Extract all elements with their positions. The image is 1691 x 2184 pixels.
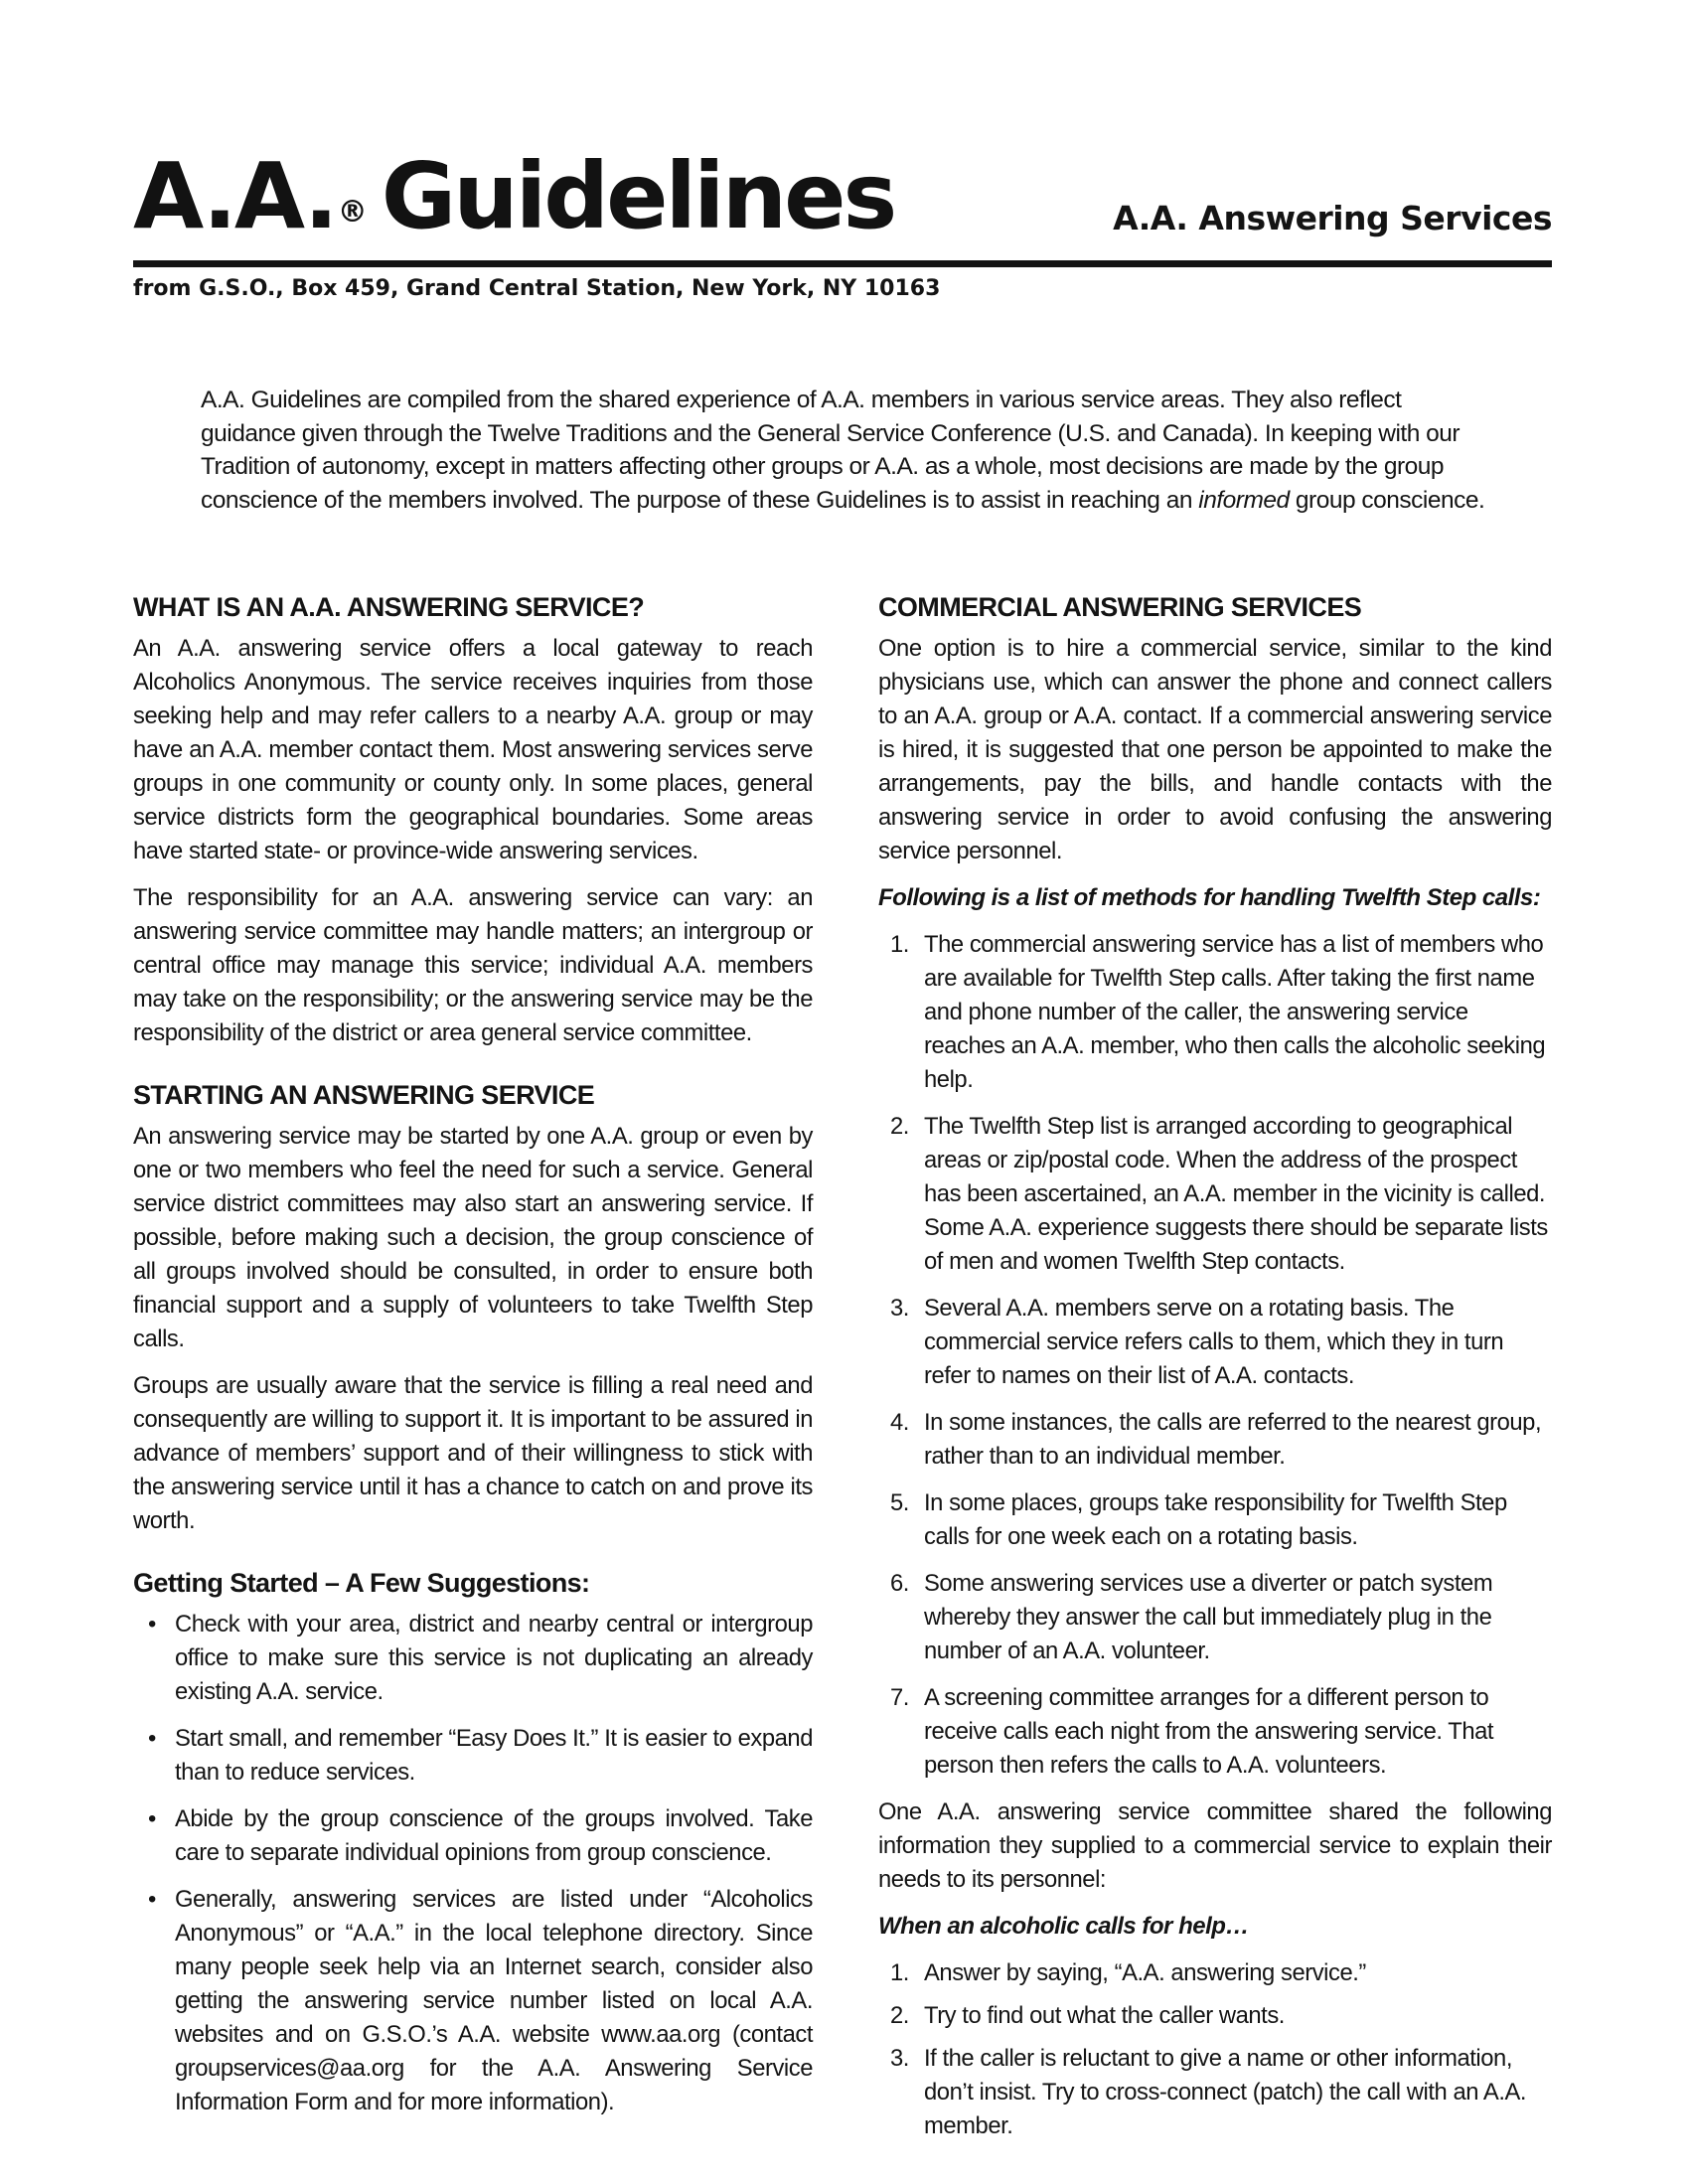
bullet-icon: • [148, 1886, 156, 1913]
list-item [133, 1722, 813, 1790]
list-item [878, 1956, 1552, 1990]
masthead [133, 143, 1552, 270]
list-number: 7. [890, 1684, 909, 1711]
intro-text: A.A. Guidelines are compiled from the shared experience of A.A. members in various service areas. They also reflect guidance given through the Twelve Traditions and the General Service Conference (U.S. and Canada). In keeping with our Tradition of autonomy, except in matters affecting other groups or A.A. as a whole, most decisions are made by the group conscience of the members involved. The purpose of these Guidelines is to assist in reaching an [201, 387, 1460, 514]
paragraph: An A.A. answering service offers a local gateway to reach Alcoholics Anonymous. The service receives inquiries from those seeking help and may refer callers to a nearby A.A. group or may have an A.A. member contact them. Most answering services serve groups in one community or county only. In some places, general service districts form the geographical boundaries. Some areas have started state- or province-wide answering services. [133, 635, 813, 864]
section-heading-getting-started: Getting Started – A Few Suggestions: [133, 1568, 590, 1598]
list-item [878, 1292, 1552, 1393]
methods-list [878, 928, 1552, 1783]
list-number: 1. [890, 931, 909, 958]
intro-emphasis: informed [1198, 486, 1290, 514]
list-item-text: Generally, answering services are listed under “Alcoholics Anonymous” or “A.A.” in the local telephone directory. Since many people seek help via an Internet search, consider also getting the answering service number listed on local A.A. websites and on G.S.O.’s A.A. website www.aa.org (contact groupservices@aa.org for the A.A. Answering Service Information Form and for more information). [175, 1886, 813, 2115]
list-number: 6. [890, 1570, 909, 1597]
list-item [133, 1883, 813, 2119]
list-item-text: If the caller is reluctant to give a name or other information, don’t insist. Try to cross-connect (patch) the call with an A.A. member. [924, 2045, 1527, 2139]
list-item [878, 2042, 1552, 2143]
list-number: 1. [890, 1959, 909, 1986]
list-item-text: Answer by saying, “A.A. answering service.” [924, 1959, 1366, 1986]
list-number: 2. [890, 1113, 909, 1140]
document-subject: A.A. Answering Services [1113, 199, 1552, 237]
list-item-text: Abide by the group conscience of the groups involved. Take care to separate individual opinions from group conscience. [175, 1805, 813, 1866]
section-heading-commercial: COMMERCIAL ANSWERING SERVICES [878, 592, 1362, 622]
list-number: 2. [890, 2002, 909, 2029]
right-column [878, 590, 1552, 2152]
list-item [878, 1406, 1552, 1474]
gso-address: from G.S.O., Box 459, Grand Central Station, New York, NY 10163 [133, 276, 941, 301]
bullet-icon: • [148, 1611, 156, 1638]
paragraph: The responsibility for an A.A. answering service can vary: an answering service committee may handle matters; an intergroup or central office may manage this service; individual A.A. members may take on the responsibility; or the answering service may be the responsibility of the district or area general service committee. [133, 884, 813, 1046]
bullet-icon: • [148, 1805, 156, 1832]
suggestions-list [133, 1608, 813, 2119]
when-calls-lead: When an alcoholic calls for help… [878, 1913, 1249, 1940]
list-item [878, 1999, 1552, 2033]
bullet-icon: • [148, 1725, 156, 1752]
list-item-text: Check with your area, district and nearby central or intergroup office to make sure this service is not duplicating an already existing A.A. service. [175, 1611, 813, 1705]
section-heading-starting: STARTING AN ANSWERING SERVICE [133, 1080, 595, 1110]
list-item-text: In some places, groups take responsibility for Twelfth Step calls for one week each on a rotating basis. [924, 1489, 1507, 1550]
list-item [133, 1608, 813, 1709]
list-number: 3. [890, 2045, 909, 2072]
list-item [133, 1802, 813, 1870]
when-calls-list [878, 1956, 1552, 2143]
title-aa: A.A. [133, 143, 336, 249]
list-item [878, 1567, 1552, 1668]
paragraph: Groups are usually aware that the service is filling a real need and consequently are willing to support it. It is important to be assured in advance of members’ support and of their willingness to stick with the answering service until it has a chance to catch on and prove its worth. [133, 1372, 813, 1534]
list-item-text: In some instances, the calls are referred to the nearest group, rather than to an individual member. [924, 1409, 1542, 1470]
list-item-text: The commercial answering service has a list of members who are available for Twelfth Step calls. After taking the first name and phone number of the caller, the answering service reaches an A.A. member, who then calls the alcoholic seeking help. [924, 931, 1546, 1093]
paragraph: One A.A. answering service committee shared the following information they supplied to a commercial service to explain their needs to its personnel: [878, 1798, 1552, 1893]
list-number: 4. [890, 1409, 909, 1436]
left-column [133, 590, 813, 2132]
header-rule [133, 260, 1552, 267]
document-title [133, 143, 895, 262]
registered-mark: ® [337, 195, 368, 230]
list-item-text: Start small, and remember “Easy Does It.” It is easier to expand than to reduce services. [175, 1725, 813, 1786]
paragraph: An answering service may be started by one A.A. group or even by one or two members who feel the need for such a service. General service district committees may also start an answering service. If possible, before making such a decision, the group conscience of all groups involved should be consulted, in order to ensure both financial support and a supply of volunteers to take Twelfth Step calls. [133, 1123, 813, 1352]
list-item-text: A screening committee arranges for a different person to receive calls each night from the answering service. That person then refers the calls to A.A. volunteers. [924, 1684, 1494, 1779]
paragraph: One option is to hire a commercial service, similar to the kind physicians use, which can answer the phone and connect callers to an A.A. group or A.A. contact. If a commercial answering service is hired, it is suggested that one person be appointed to make the arrangements, pay the bills, and handle contacts with the answering service in order to avoid confusing the answering service personnel. [878, 635, 1552, 864]
list-item-text: Try to find out what the caller wants. [924, 2002, 1285, 2029]
list-item-text: The Twelfth Step list is arranged according to geographical areas or zip/postal code. When the address of the prospect has been ascertained, an A.A. member in the vicinity is called. Some A.A. experience suggests there should be separate lists of men and women Twelfth Step contacts. [924, 1113, 1548, 1275]
list-item [878, 1681, 1552, 1783]
intro-paragraph [201, 384, 1490, 517]
list-item [878, 928, 1552, 1097]
list-item [878, 1110, 1552, 1279]
section-heading-what-is: WHAT IS AN A.A. ANSWERING SERVICE? [133, 592, 645, 622]
list-item-text: Several A.A. members serve on a rotating basis. The commercial service refers calls to them, which they in turn refer to names on their list of A.A. contacts. [924, 1295, 1504, 1389]
list-number: 3. [890, 1295, 909, 1322]
intro-text-end: group conscience. [1295, 486, 1485, 514]
methods-lead: Following is a list of methods for handling Twelfth Step calls: [878, 884, 1541, 911]
title-guidelines: Guidelines [381, 143, 895, 249]
list-item [878, 1486, 1552, 1554]
list-item-text: Some answering services use a diverter or patch system whereby they answer the call but immediately plug in the number of an A.A. volunteer. [924, 1570, 1493, 1664]
list-number: 5. [890, 1489, 909, 1516]
